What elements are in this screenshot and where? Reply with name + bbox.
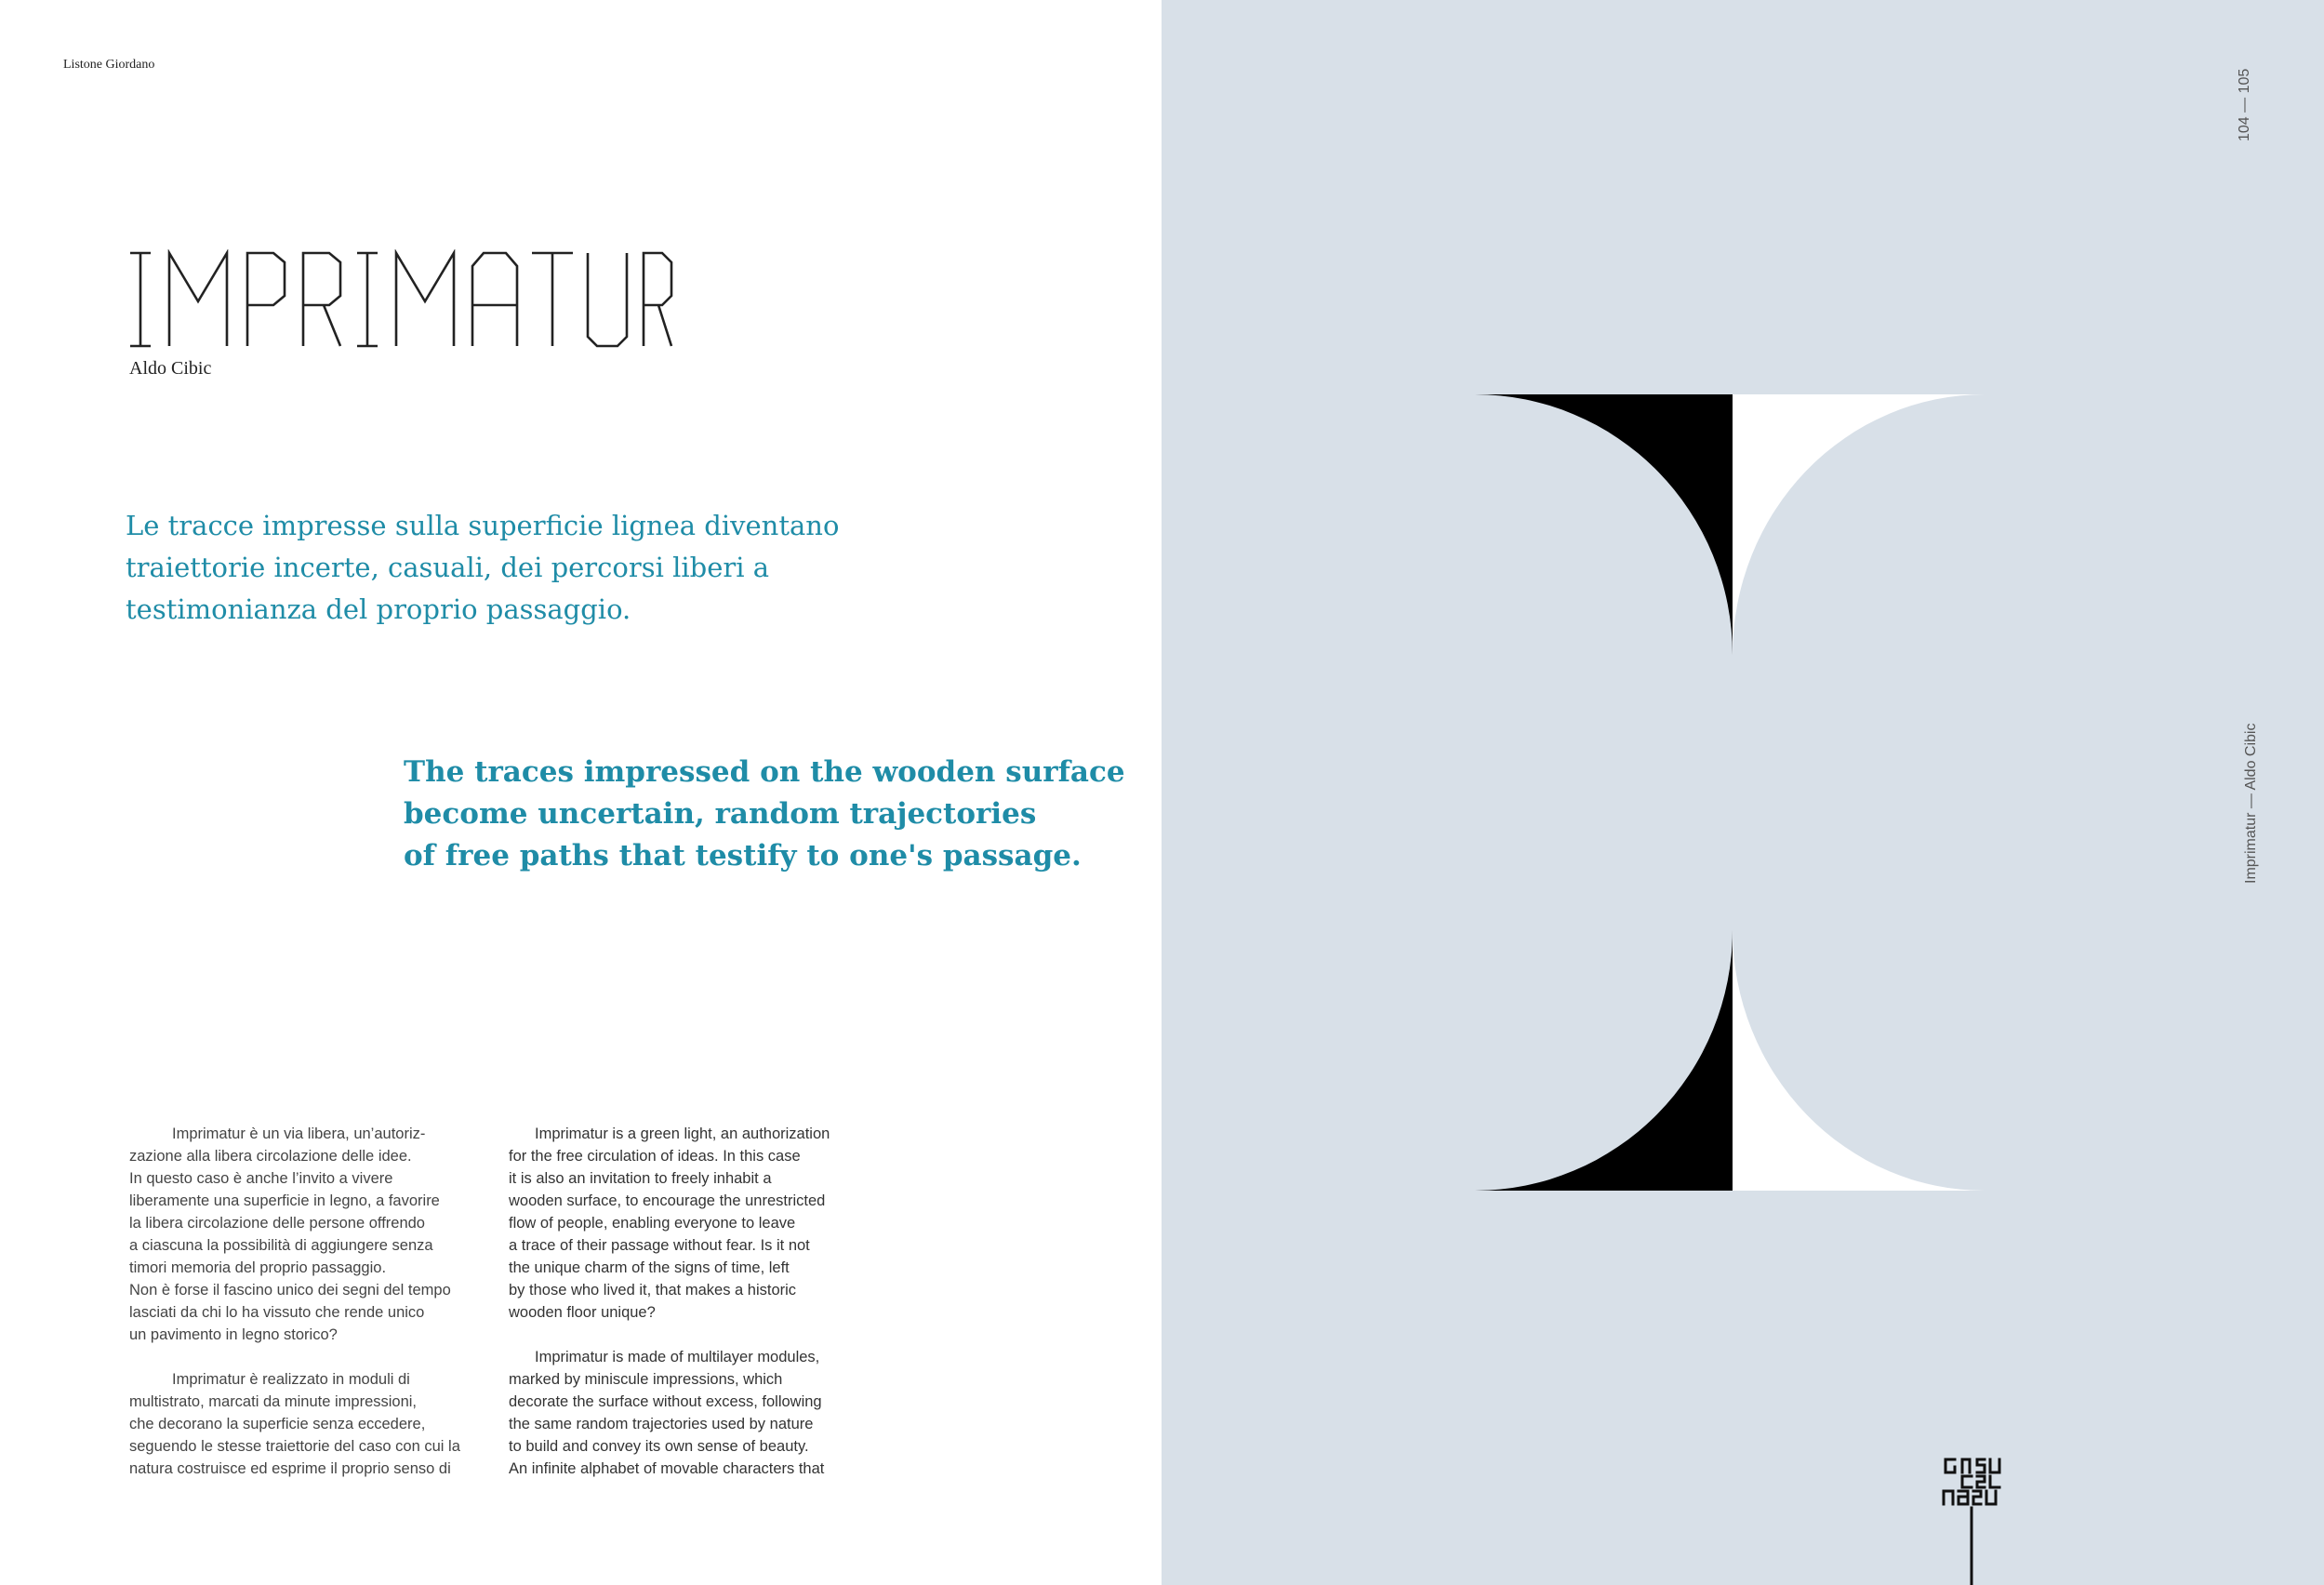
italian-body-column [129, 1123, 501, 1481]
italian-quote-line: Le tracce impresse sulla superficie lignea diventano [126, 510, 840, 541]
italian-quote [126, 505, 963, 631]
english-quote-line: of free paths that testify to one's passage. [404, 839, 1082, 872]
header-brand: Listone Giordano [63, 58, 155, 72]
title-wordmark [126, 249, 675, 352]
running-title: Imprimatur — Aldo Cibic [2243, 723, 2259, 884]
italian-paragraph-2: Imprimatur è realizzato in moduli di multistrato, marcati da minute impressioni, che decorano la superficie senza eccedere, seguendo le stesse traiettorie del caso con cui la natura costruisce ed esprime il proprio senso di [129, 1371, 460, 1477]
author-name: Aldo Cibic [129, 358, 212, 379]
giusti-logo-icon [1934, 1456, 2009, 1585]
english-quote-line: become uncertain, random trajectories [404, 797, 1037, 831]
abstract-i-glyph-icon [1475, 394, 1985, 1191]
english-quote [404, 752, 1125, 877]
italian-quote-line: traiettorie incerte, casuali, dei percorsi liberi a [126, 552, 770, 583]
english-quote-line: The traces impressed on the wooden surface [404, 755, 1125, 789]
english-paragraph-2: Imprimatur is made of multilayer modules, marked by miniscule impressions, which decorate the surface without excess, following the same random trajectories used by nature to build and convey its own sense of beauty. An infinite alphabet of movable characters that [509, 1349, 825, 1477]
english-paragraph-1: Imprimatur is a green light, an authorization for the free circulation of ideas. In this case it is also an invitation to freely inhabit a wooden surface, to encourage the unrestricted flow of people, enabling everyone to leave a trace of their passage without fear. Is it not the unique charm of the signs of time, left by those who lived it, that makes a historic wooden floor unique? [509, 1125, 830, 1321]
italian-paragraph-1: Imprimatur è un via libera, un’autoriz- zazione alla libera circolazione delle idee. In questo caso è anche l’invito a vivere liberamente una superficie in legno, a favorire la libera circolazione delle persone offrendo a ciascuna la possibilità di aggiungere senza timori memoria del proprio passaggio. Non è forse il fascino unico dei segni del tempo lasciati da chi lo ha vissuto che rende unico un pavimento in legno storico? [129, 1125, 451, 1343]
page-numbers: 104 — 105 [2237, 68, 2252, 141]
english-body-column [509, 1123, 881, 1481]
italian-quote-line: testimonianza del proprio passaggio. [126, 593, 631, 625]
